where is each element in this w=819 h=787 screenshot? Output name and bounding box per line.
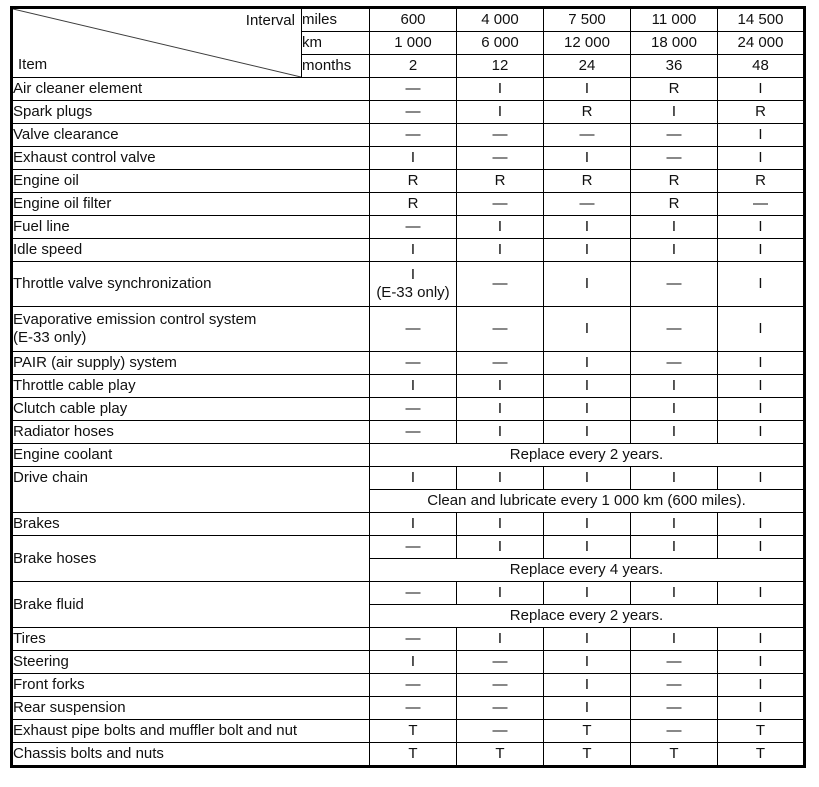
- table-row: [12, 398, 805, 421]
- item-label: Engine oil filter: [12, 193, 370, 216]
- schedule-cell: I: [544, 421, 631, 444]
- schedule-cell: I: [457, 421, 544, 444]
- interval-value: 7 500: [544, 8, 631, 32]
- schedule-cell: I: [631, 582, 718, 605]
- schedule-cell: I: [718, 697, 805, 720]
- schedule-cell: I: [718, 124, 805, 147]
- table-row: [12, 536, 805, 559]
- interval-value: 12: [457, 55, 544, 78]
- interval-value: 11 000: [631, 8, 718, 32]
- schedule-cell: T: [544, 720, 631, 743]
- schedule-cell: —: [457, 262, 544, 307]
- schedule-cell: I: [718, 536, 805, 559]
- schedule-cell: I: [631, 239, 718, 262]
- schedule-cell: —: [370, 398, 457, 421]
- item-label: Brakes: [12, 513, 370, 536]
- schedule-cell: I: [718, 674, 805, 697]
- schedule-cell: —: [370, 536, 457, 559]
- schedule-cell: I: [718, 651, 805, 674]
- schedule-cell: I: [718, 421, 805, 444]
- schedule-cell: —: [370, 628, 457, 651]
- schedule-cell: I: [370, 513, 457, 536]
- schedule-cell: R: [631, 193, 718, 216]
- interval-value: 24: [544, 55, 631, 78]
- schedule-cell: R: [370, 193, 457, 216]
- item-label: Exhaust pipe bolts and muffler bolt and nut: [12, 720, 370, 743]
- schedule-cell: —: [457, 124, 544, 147]
- schedule-cell: I: [718, 216, 805, 239]
- schedule-cell: —: [631, 697, 718, 720]
- schedule-cell: I: [544, 398, 631, 421]
- interval-value: 12 000: [544, 32, 631, 55]
- item-label: Steering: [12, 651, 370, 674]
- schedule-cell: I: [718, 628, 805, 651]
- schedule-cell: R: [544, 170, 631, 193]
- schedule-cell: I: [544, 536, 631, 559]
- item-label: Rear suspension: [12, 697, 370, 720]
- schedule-cell: —: [631, 262, 718, 307]
- table-row: [12, 352, 805, 375]
- interval-value: 48: [718, 55, 805, 78]
- table-row: [12, 743, 805, 767]
- table-row: [12, 720, 805, 743]
- schedule-cell: —: [631, 720, 718, 743]
- corner-item-label: Item: [18, 56, 48, 73]
- table-row: [12, 628, 805, 651]
- schedule-cell: I: [718, 147, 805, 170]
- schedule-cell: —: [457, 307, 544, 352]
- unit-label-km: km: [302, 32, 370, 55]
- schedule-cell: I: [457, 375, 544, 398]
- interval-value: 18 000: [631, 32, 718, 55]
- schedule-cell: I: [544, 513, 631, 536]
- schedule-cell: I: [544, 674, 631, 697]
- item-label: Tires: [12, 628, 370, 651]
- schedule-cell: I: [370, 651, 457, 674]
- table-row: [12, 170, 805, 193]
- schedule-cell: —: [631, 352, 718, 375]
- table-row: [12, 216, 805, 239]
- schedule-cell: I: [457, 216, 544, 239]
- schedule-cell: I: [544, 467, 631, 490]
- interval-value: 24 000: [718, 32, 805, 55]
- schedule-cell: I: [457, 398, 544, 421]
- table-row: [12, 444, 805, 467]
- item-label: Fuel line: [12, 216, 370, 239]
- schedule-cell: —: [631, 307, 718, 352]
- interval-value: 2: [370, 55, 457, 78]
- schedule-cell: R: [631, 78, 718, 101]
- schedule-cell: I: [457, 78, 544, 101]
- item-label: Front forks: [12, 674, 370, 697]
- schedule-cell: I: [370, 375, 457, 398]
- schedule-cell: I: [631, 375, 718, 398]
- schedule-cell: I: [457, 101, 544, 124]
- schedule-cell: I: [544, 352, 631, 375]
- table-row: [12, 78, 805, 101]
- schedule-cell: —: [631, 651, 718, 674]
- header-row-miles: [12, 8, 805, 32]
- schedule-cell: T: [631, 743, 718, 767]
- unit-label-miles: miles: [302, 8, 370, 32]
- schedule-cell: I: [718, 262, 805, 307]
- schedule-cell: —: [457, 352, 544, 375]
- schedule-cell: —: [457, 193, 544, 216]
- schedule-cell: —: [370, 582, 457, 605]
- schedule-cell: T: [544, 743, 631, 767]
- schedule-cell: I: [544, 216, 631, 239]
- schedule-cell: I: [544, 375, 631, 398]
- schedule-cell: I: [370, 467, 457, 490]
- schedule-cell: —: [457, 651, 544, 674]
- schedule-cell: —: [718, 193, 805, 216]
- table-row: [12, 239, 805, 262]
- table-row: [12, 467, 805, 490]
- schedule-note: Replace every 4 years.: [370, 559, 805, 582]
- schedule-cell: —: [370, 124, 457, 147]
- schedule-cell: I: [544, 147, 631, 170]
- table-row: [12, 697, 805, 720]
- item-label: Throttle valve synchronization: [12, 262, 370, 307]
- schedule-cell: I: [544, 239, 631, 262]
- table-row: [12, 375, 805, 398]
- schedule-cell: I: [457, 628, 544, 651]
- table-row: [12, 193, 805, 216]
- schedule-cell: I: [544, 582, 631, 605]
- schedule-cell: I: [718, 513, 805, 536]
- schedule-cell: —: [370, 674, 457, 697]
- schedule-cell: I: [544, 651, 631, 674]
- schedule-cell: I: [718, 467, 805, 490]
- table-row: [12, 674, 805, 697]
- interval-value: 14 500: [718, 8, 805, 32]
- schedule-cell: I: [457, 536, 544, 559]
- table-row: [12, 582, 805, 605]
- table-row: [12, 101, 805, 124]
- unit-label-months: months: [302, 55, 370, 78]
- interval-value: 6 000: [457, 32, 544, 55]
- schedule-cell: —: [457, 697, 544, 720]
- schedule-cell: R: [457, 170, 544, 193]
- schedule-cell: [370, 262, 457, 307]
- schedule-cell: I: [457, 582, 544, 605]
- schedule-cell: I: [631, 536, 718, 559]
- schedule-note: Replace every 2 years.: [370, 444, 805, 467]
- interval-item-corner-cell: [12, 8, 302, 78]
- schedule-cell: —: [457, 147, 544, 170]
- schedule-cell: —: [457, 674, 544, 697]
- table-row: [12, 307, 805, 352]
- item-label: Brake hoses: [12, 536, 370, 582]
- schedule-cell: T: [457, 743, 544, 767]
- schedule-cell: T: [370, 743, 457, 767]
- item-label: Idle speed: [12, 239, 370, 262]
- schedule-cell: I: [718, 398, 805, 421]
- item-label-line: Evaporative emission control system: [13, 311, 257, 328]
- schedule-cell-line: (E-33 only): [376, 284, 450, 301]
- item-label: Valve clearance: [12, 124, 370, 147]
- schedule-cell: I: [370, 239, 457, 262]
- item-label: Engine oil: [12, 170, 370, 193]
- schedule-cell: R: [718, 170, 805, 193]
- schedule-cell: I: [631, 513, 718, 536]
- maintenance-schedule-table: [10, 6, 806, 768]
- schedule-cell: I: [544, 262, 631, 307]
- schedule-cell: I: [631, 421, 718, 444]
- schedule-cell: I: [718, 352, 805, 375]
- item-label: PAIR (air supply) system: [12, 352, 370, 375]
- schedule-cell: —: [631, 147, 718, 170]
- schedule-cell: I: [631, 628, 718, 651]
- schedule-cell: I: [718, 307, 805, 352]
- table-row: [12, 124, 805, 147]
- schedule-cell: T: [718, 743, 805, 767]
- schedule-cell: I: [718, 375, 805, 398]
- schedule-cell: R: [544, 101, 631, 124]
- schedule-cell: —: [370, 352, 457, 375]
- schedule-cell: I: [631, 101, 718, 124]
- schedule-cell: I: [718, 582, 805, 605]
- schedule-cell: I: [718, 78, 805, 101]
- item-label: [12, 307, 370, 352]
- table-row: [12, 513, 805, 536]
- schedule-cell: —: [370, 216, 457, 239]
- schedule-cell-line: I: [410, 266, 416, 283]
- schedule-note: Replace every 2 years.: [370, 605, 805, 628]
- schedule-note: Clean and lubricate every 1 000 km (600 miles).: [370, 490, 805, 513]
- item-label-line: (E-33 only): [13, 329, 87, 346]
- schedule-cell: —: [370, 101, 457, 124]
- schedule-cell: I: [631, 398, 718, 421]
- item-label: Exhaust control valve: [12, 147, 370, 170]
- item-label: Air cleaner element: [12, 78, 370, 101]
- item-label: Spark plugs: [12, 101, 370, 124]
- table-row: [12, 262, 805, 307]
- schedule-cell: —: [370, 78, 457, 101]
- schedule-cell: —: [544, 124, 631, 147]
- item-label: Throttle cable play: [12, 375, 370, 398]
- interval-value: 600: [370, 8, 457, 32]
- schedule-cell: T: [718, 720, 805, 743]
- schedule-cell: I: [544, 78, 631, 101]
- schedule-cell: I: [718, 239, 805, 262]
- schedule-cell: I: [544, 307, 631, 352]
- interval-value: 4 000: [457, 8, 544, 32]
- schedule-cell: I: [457, 239, 544, 262]
- schedule-cell: I: [544, 628, 631, 651]
- schedule-cell: I: [631, 216, 718, 239]
- schedule-cell: —: [457, 720, 544, 743]
- schedule-cell: I: [457, 467, 544, 490]
- item-label: Engine coolant: [12, 444, 370, 467]
- table-row: [12, 651, 805, 674]
- schedule-cell: R: [370, 170, 457, 193]
- schedule-cell: I: [631, 467, 718, 490]
- schedule-cell: I: [370, 147, 457, 170]
- schedule-cell: R: [718, 101, 805, 124]
- schedule-cell: R: [631, 170, 718, 193]
- schedule-cell: —: [370, 697, 457, 720]
- schedule-cell: —: [370, 307, 457, 352]
- interval-value: 1 000: [370, 32, 457, 55]
- item-label: Brake fluid: [12, 582, 370, 628]
- table-row: [12, 147, 805, 170]
- schedule-cell: —: [544, 193, 631, 216]
- schedule-cell: —: [370, 421, 457, 444]
- table-row: [12, 421, 805, 444]
- item-label: Chassis bolts and nuts: [12, 743, 370, 767]
- schedule-cell: T: [370, 720, 457, 743]
- item-label: Radiator hoses: [12, 421, 370, 444]
- schedule-cell: —: [631, 674, 718, 697]
- schedule-cell: —: [631, 124, 718, 147]
- schedule-cell: I: [457, 513, 544, 536]
- item-label: Clutch cable play: [12, 398, 370, 421]
- schedule-body: [12, 78, 805, 767]
- interval-value: 36: [631, 55, 718, 78]
- item-label: Drive chain: [12, 467, 370, 513]
- schedule-cell: I: [544, 697, 631, 720]
- corner-interval-label: Interval: [245, 12, 295, 29]
